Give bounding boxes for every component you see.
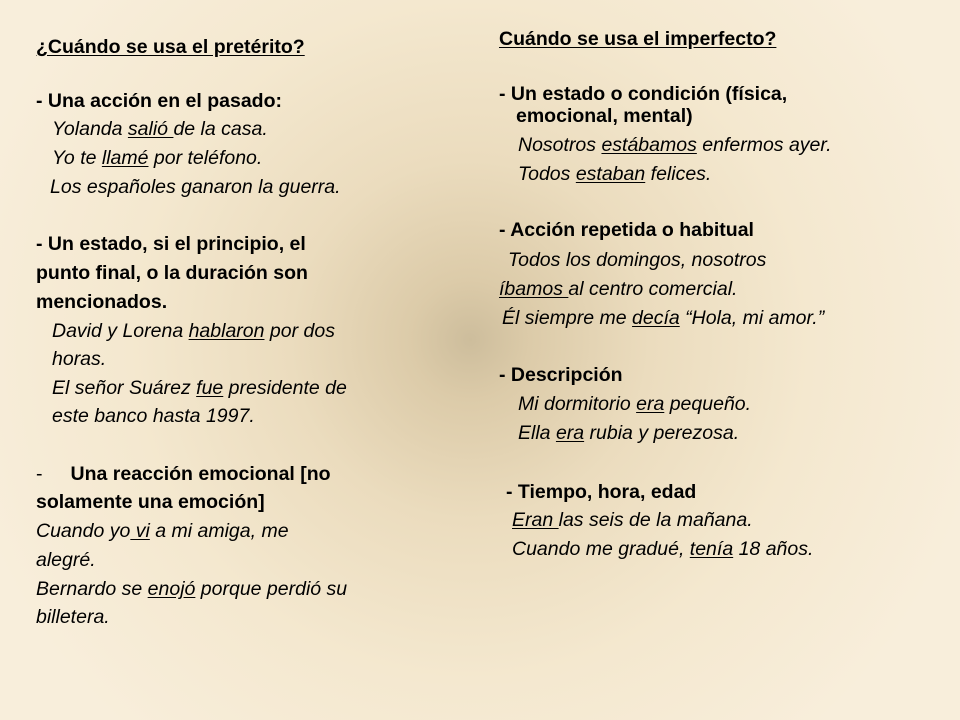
example-line: Bernardo se enojó porque perdió su: [36, 578, 348, 600]
example-line: David y Lorena hablaron por dos: [52, 320, 335, 342]
preterite-heading-state-line2: punto final, o la duración son: [36, 262, 308, 284]
imperfect-heading-habitual: - Acción repetida o habitual: [499, 219, 754, 241]
preterite-heading-state: - Un estado, si el principio, el: [36, 233, 306, 255]
example-line: El señor Suárez fue presidente de: [52, 377, 347, 399]
preterite-heading-emotion-line2: solamente una emoción]: [36, 491, 265, 513]
example-line: Eran las seis de la mañana.: [512, 509, 753, 531]
preterite-heading-state-line3: mencionados.: [36, 291, 168, 313]
imperfect-title: Cuándo se usa el imperfecto?: [499, 28, 777, 50]
preterite-title: ¿Cuándo se usa el pretérito?: [36, 36, 305, 58]
example-line: Mi dormitorio era pequeño.: [518, 393, 752, 415]
example-line: Él siempre me decía “Hola, mi amor.”: [502, 307, 825, 329]
example-line: Nosotros estábamos enfermos ayer.: [518, 134, 832, 156]
example-line: Todos los domingos, nosotros: [508, 249, 767, 271]
example-line: este banco hasta 1997.: [52, 405, 255, 427]
example-line: Cuando me gradué, tenía 18 años.: [512, 538, 814, 560]
preterite-heading-past-action: - Una acción en el pasado:: [36, 90, 282, 112]
example-line: Yo te llamé por teléfono.: [52, 147, 263, 169]
example-line: íbamos al centro comercial.: [499, 278, 738, 300]
example-line: alegré.: [36, 549, 96, 571]
imperfect-heading-state-line2: emocional, mental): [516, 105, 693, 127]
example-line: Cuando yo vi a mi amiga, me: [36, 520, 289, 542]
imperfect-heading-state: - Un estado o condición (física,: [499, 83, 788, 105]
imperfect-heading-description: - Descripción: [499, 364, 623, 386]
preterite-heading-emotion: - Una reacción emocional [no: [36, 463, 331, 485]
imperfect-heading-time: - Tiempo, hora, edad: [506, 481, 697, 503]
example-line: billetera.: [36, 606, 110, 628]
example-line: Ella era rubia y perezosa.: [518, 422, 740, 444]
example-line: Todos estaban felices.: [518, 163, 712, 185]
example-line: Los españoles ganaron la guerra.: [50, 176, 341, 198]
example-line: Yolanda salió de la casa.: [52, 118, 268, 140]
example-line: horas.: [52, 348, 107, 370]
